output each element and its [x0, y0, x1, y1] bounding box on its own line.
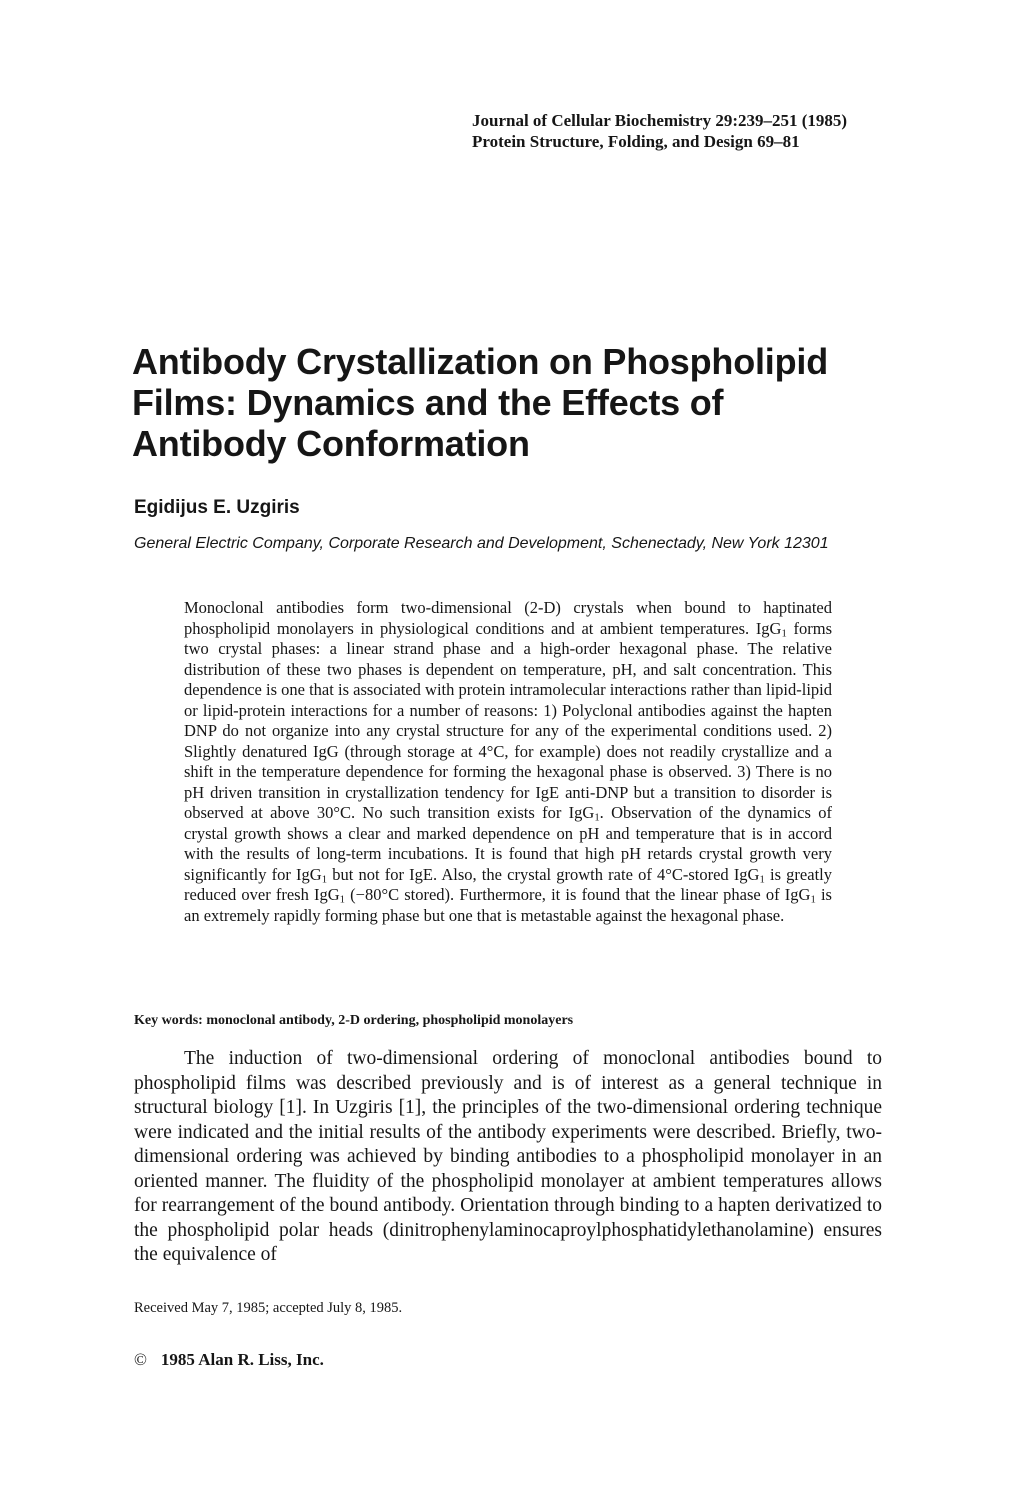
title-line: Antibody Conformation [132, 423, 530, 464]
abstract-text: but not for IgE. Also, the crystal growth rate of 4°C-stored IgG [327, 864, 760, 884]
subscript: 1 [594, 811, 600, 824]
article-title [132, 341, 892, 464]
abstract [184, 598, 832, 926]
subscript: 1 [781, 627, 787, 640]
title-line: Antibody Crystallization on Phospholipid [132, 341, 828, 382]
copyright-symbol: © [134, 1350, 147, 1369]
title-line: Films: Dynamics and the Effects of [132, 382, 724, 423]
received-date: Received May 7, 1985; accepted July 8, 1985. [134, 1300, 403, 1316]
abstract-text: forms two crystal phases: a linear strand phase and a high-order hexagonal phase. The relative distribution of these two phases is dependent on temperature, pH, and salt concentration. This dependence is one that is associated with protein intramolecular interactions rather than lipid-lipid or lipid-protein interactions for a number of reasons: 1) Polyclonal antibodies against the hapten DNP do not organize into any crystal structure for any of the experimental conditions used. 2) Slightly denatured IgG (through storage at 4°C, for example) does not readily crystallize and a shift in the temperature dependence for forming the hexagonal phase is observed. 3) There is no pH driven transition in crystallization tendency for IgE anti-DNP but a transition to disorder is observed at above 30°C. No such transition exists for IgG [184, 618, 833, 822]
intro-paragraph: The induction of two-dimensional ordering of monoclonal antibodies bound to phospholipid films was described previously and is of interest as a general technique in structural biology [1]. In Uzgiris [1], the principles of the two-dimensional ordering technique were indicated and the initial results of the antibody experiments were described. Briefly, two-dimensional ordering was achieved by binding antibodies to a phospholipid monolayer in an oriented manner. The fluidity of the phospholipid monolayer at ambient temperatures allows for rearrangement of the bound antibody. Orientation through binding to a hapten derivatized to the phospholipid polar heads (dinitrophenylaminocaproylphosphatidylethanolamine) ensures the equivalence of [134, 1048, 882, 1265]
journal-citation: Journal of Cellular Biochemistry 29:239–251 (1985) [472, 111, 848, 130]
abstract-text: . Observation of the dynamics of crystal growth shows a clear and marked dependence on pH and temperature that is in accord with the results of long-term incubations. It is found that high pH retards crystal growth very significantly for IgG [184, 803, 832, 884]
journal-header [472, 110, 952, 152]
subscript: 1 [339, 893, 346, 906]
abstract-text: Monoclonal antibodies form two-dimensional (2-D) crystals when bound to haptinated phospholipid monolayers in physiological conditions and at ambient temperatures. IgG [184, 598, 832, 638]
author-affiliation: General Electric Company, Corporate Research and Development, Schenectady, New York 12301 [134, 535, 829, 552]
abstract-text: is greatly reduced over fresh IgG [184, 864, 832, 904]
subscript: 1 [810, 893, 816, 906]
abstract-text: is an extremely rapidly forming phase but one that is metastable against the hexagonal phase. [184, 885, 832, 925]
subscript: 1 [321, 873, 328, 886]
copyright-notice [134, 1350, 324, 1370]
subscript: 1 [759, 873, 765, 886]
key-words: Key words: monoclonal antibody, 2-D ordering, phospholipid monolayers [134, 1013, 574, 1028]
journal-series: Protein Structure, Folding, and Design 69–81 [472, 132, 800, 151]
copyright-owner: 1985 Alan R. Liss, Inc. [160, 1350, 324, 1369]
abstract-text: (−80°C stored). Furthermore, it is found that the linear phase of IgG [345, 885, 811, 904]
author-name: Egidijus E. Uzgiris [134, 497, 300, 518]
